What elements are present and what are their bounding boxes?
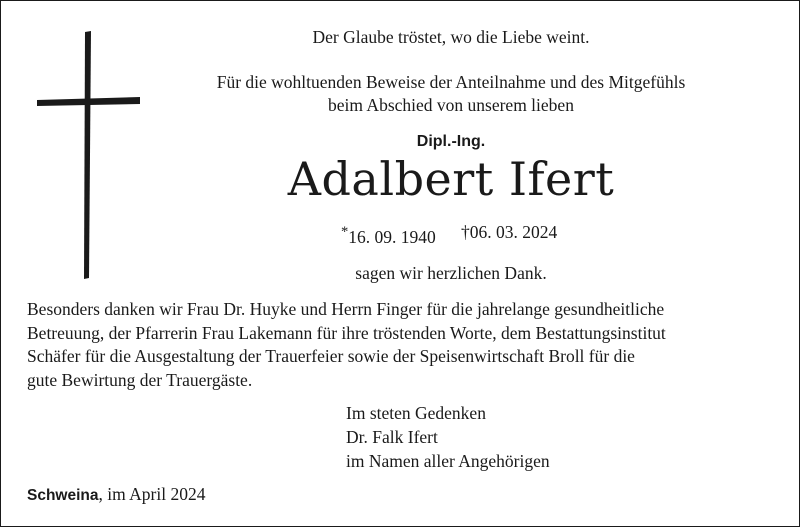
signature-line: im Namen aller Angehörigen	[346, 451, 550, 471]
paragraph-line: Schäfer für die Ausgestaltung der Trauerfeier sowie der Speisenwirtschaft Broll für die	[27, 346, 635, 366]
born-date-text: 16. 09. 1940	[348, 226, 436, 247]
thanks-line: sagen wir herzlichen Dank.	[355, 263, 547, 283]
intro-line-1: Für die wohltuenden Beweise der Anteilnahme und des Mitgefühls	[216, 72, 686, 92]
signature-line: Im steten Gedenken	[346, 403, 486, 423]
thanks-paragraph	[27, 298, 767, 392]
date-text: , im April 2024	[98, 484, 206, 504]
deceased-name: Adalbert Ifert	[287, 152, 615, 206]
place-name: Schweina	[27, 487, 99, 504]
died-symbol: †	[461, 222, 470, 242]
born-symbol: *	[341, 224, 349, 240]
cross-icon	[1, 1, 161, 291]
place-and-date	[27, 483, 205, 507]
academic-title: Dipl.-Ing.	[416, 133, 486, 150]
death-date	[461, 221, 557, 243]
paragraph-line: Besonders danken wir Frau Dr. Huyke und Herrn Finger für die jahrelange gesundheitliche	[27, 299, 665, 319]
paragraph-line: Betreuung, der Pfarrerin Frau Lakemann für ihre tröstenden Worte, dem Bestattungsinstitut	[27, 322, 666, 343]
intro-line-2: beim Abschied von unserem lieben	[328, 95, 574, 115]
signature-line: Dr. Falk Ifert	[346, 427, 438, 447]
motto: Der Glaube tröstet, wo die Liebe weint.	[312, 27, 590, 47]
birth-date	[341, 221, 436, 248]
died-date-text: 06. 03. 2024	[469, 222, 558, 242]
paragraph-line: gute Bewirtung der Trauergäste.	[27, 369, 253, 390]
